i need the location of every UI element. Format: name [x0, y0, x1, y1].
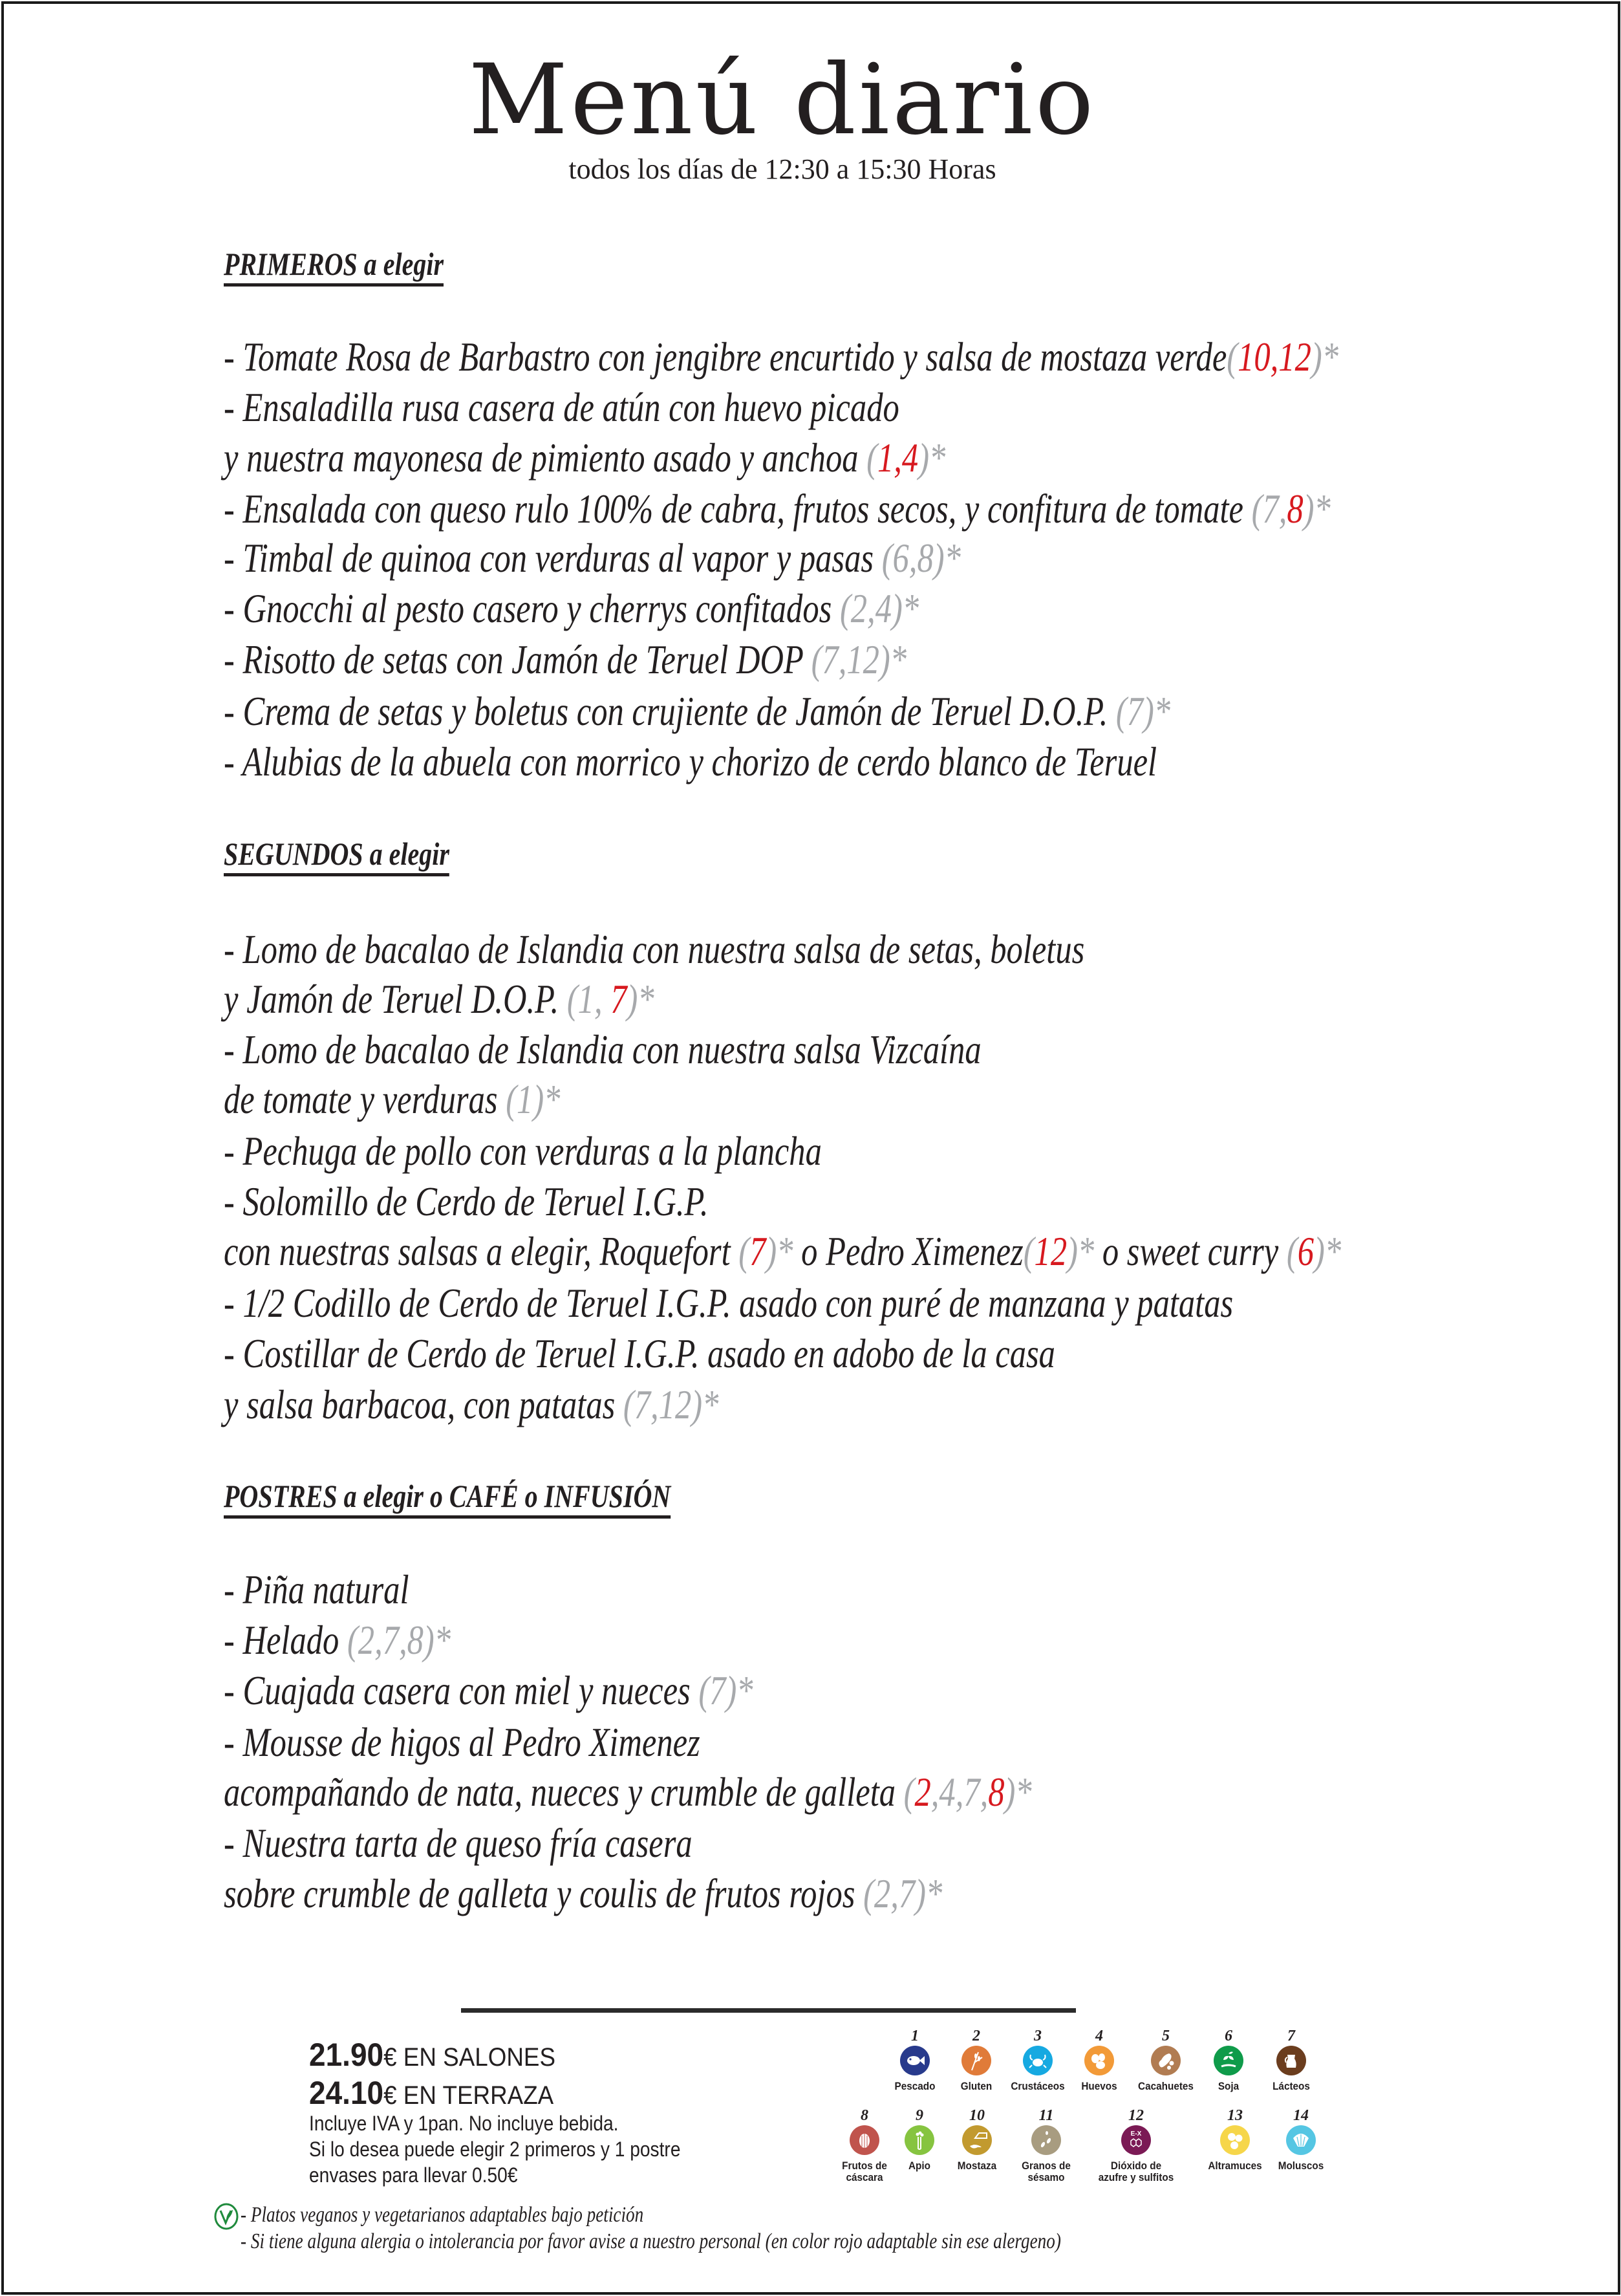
- allergen-codes: )*: [1311, 334, 1338, 380]
- allergen-item: [1259, 2107, 1343, 2172]
- dish-text: - Tomate Rosa de Barbastro con jengibre encurtido y salsa de mostaza verde: [224, 334, 1227, 380]
- allergen-codes: (2,7)*: [863, 1870, 943, 1916]
- menu-item-line: [224, 1127, 822, 1176]
- menu-item-line: [224, 1227, 1341, 1276]
- dish-text: con nuestras salsas a elegir, Roquefort: [224, 1228, 739, 1274]
- allergen-codes: (2,4)*: [839, 585, 919, 631]
- menu-item-line: [224, 1768, 1032, 1817]
- allergen-name: Altramuces: [1208, 2160, 1262, 2172]
- allergen-name: Moluscos: [1278, 2160, 1324, 2172]
- menu-item-line: [224, 687, 1170, 736]
- allergen-number: 10: [969, 2107, 985, 2124]
- allergen-name: Soja: [1218, 2080, 1240, 2092]
- menu-item-line: [224, 332, 1338, 382]
- peanut-icon: [1151, 2046, 1181, 2075]
- allergen-codes: )*: [627, 976, 654, 1022]
- allergen-name: Apio: [908, 2160, 931, 2172]
- allergen-codes: (1,: [566, 976, 611, 1022]
- allergen-number: 5: [1162, 2028, 1170, 2044]
- allergen-name: Crustáceos: [1011, 2080, 1065, 2092]
- dish-text: - Lomo de bacalao de Islandia con nuestra salsa Vizcaína: [224, 1026, 982, 1072]
- allergen-codes: (: [866, 435, 878, 481]
- dish-text: - Alubias de la abuela con morrico y chorizo de cerdo blanco de Teruel: [224, 739, 1157, 785]
- allergen-codes: (7,12)*: [811, 636, 907, 682]
- menu-item-line: [224, 1565, 409, 1614]
- dish-text: sobre crumble de galleta y coulis de frutos rojos: [224, 1870, 864, 1916]
- allergen-name: Frutos de cáscara: [842, 2160, 887, 2183]
- eggs-icon: [1084, 2046, 1114, 2075]
- menu-item-line: [224, 1616, 451, 1665]
- menu-item-line: [224, 1718, 700, 1767]
- menu-item-line: [224, 925, 1084, 974]
- allergen-codes: )*: [1004, 1769, 1032, 1815]
- page-title: Menú diario: [468, 44, 1097, 157]
- allergen-codes: 6: [1297, 1228, 1315, 1274]
- section-heading-primeros: PRIMEROS a elegir: [224, 244, 444, 287]
- allergen-codes: (7)*: [1115, 688, 1171, 734]
- price-separator: [461, 2008, 1076, 2013]
- price-note-takeaway: envases para llevar 0.50€: [309, 2163, 518, 2187]
- allergy-note: - Si tiene alguna alergia o intolerancia por favor avise a nuestro personal (en color rojo adaptable sin ese alergeno): [241, 2229, 1061, 2253]
- dish-text: - Cuajada casera con miel y nueces: [224, 1667, 699, 1713]
- menu-item-line: [224, 1666, 753, 1715]
- dish-text: - 1/2 Codillo de Cerdo de Teruel I.G.P. asado con puré de manzana y patatas: [224, 1280, 1234, 1326]
- allergen-number: 9: [916, 2107, 923, 2124]
- menu-item-line: [224, 975, 654, 1024]
- section-heading-segundos: SEGUNDOS a elegir: [224, 834, 449, 876]
- dish-text: - Mousse de higos al Pedro Ximenez: [224, 1719, 700, 1765]
- allergen-codes: 2: [914, 1769, 931, 1815]
- allergen-codes: (1)*: [506, 1076, 561, 1122]
- menu-item-line: [224, 534, 961, 583]
- allergen-item: [1249, 2028, 1333, 2092]
- allergen-number: 14: [1293, 2107, 1309, 2124]
- allergen-codes: 12: [1034, 1228, 1068, 1274]
- dish-text: o Pedro Ximenez: [793, 1228, 1024, 1274]
- milk-jug-icon: [1276, 2046, 1306, 2075]
- dish-text: y Jamón de Teruel D.O.P.: [224, 976, 567, 1022]
- mustard-icon: [962, 2125, 992, 2155]
- allergen-name: Gluten: [960, 2080, 993, 2092]
- allergen-name: Lácteos: [1272, 2080, 1310, 2092]
- allergen-item: [1094, 2107, 1178, 2183]
- celery-icon: [905, 2125, 934, 2155]
- allergen-name: Granos de sésamo: [1022, 2160, 1071, 2183]
- menu-item-line: [224, 1025, 982, 1074]
- allergen-codes: (: [903, 1769, 915, 1815]
- sesame-icon: [1031, 2125, 1061, 2155]
- price-terraza-value: 24.10: [309, 2075, 384, 2111]
- svg-text:E-X: E-X: [1130, 2130, 1142, 2138]
- allergen-codes: 1,4: [877, 435, 919, 481]
- price-salones-label: € EN SALONES: [383, 2043, 556, 2072]
- allergen-number: 8: [861, 2107, 868, 2124]
- menu-item-line: [224, 584, 919, 633]
- dish-text: y salsa barbacoa, con patatas: [224, 1381, 623, 1427]
- menu-item-line: [224, 1279, 1233, 1328]
- allergen-codes: ,4,7,: [930, 1769, 989, 1815]
- dish-text: acompañando de nata, nueces y crumble de galleta: [224, 1769, 904, 1815]
- menu-item-line: [224, 1177, 708, 1226]
- dish-text: - Ensalada con queso rulo 100% de cabra, frutos secos, y confitura de tomate: [224, 486, 1252, 532]
- menu-item-line: [224, 1869, 942, 1918]
- allergen-name: Huevos: [1081, 2080, 1117, 2092]
- fish-icon: [900, 2046, 930, 2075]
- menu-item-line: [224, 1075, 560, 1124]
- allergen-number: 13: [1227, 2107, 1243, 2124]
- dish-text: - Timbal de quinoa con verduras al vapor y pasas: [224, 535, 882, 581]
- allergen-codes: )*: [1067, 1228, 1095, 1274]
- sulfite-icon: [1121, 2125, 1151, 2155]
- allergen-codes: (: [1023, 1228, 1035, 1274]
- allergen-codes: (7,12)*: [623, 1381, 719, 1427]
- dish-text: y nuestra mayonesa de pimiento asado y anchoa: [224, 435, 867, 481]
- menu-item-line: [224, 484, 1331, 534]
- allergen-item: [1004, 2107, 1088, 2183]
- allergen-codes: (: [1286, 1228, 1298, 1274]
- nut-icon: [850, 2125, 879, 2155]
- allergen-name: Pescado: [894, 2080, 936, 2092]
- dish-text: - Crema de setas y boletus con crujiente de Jamón de Teruel D.O.P.: [224, 688, 1116, 734]
- allergen-codes: )*: [1303, 486, 1331, 532]
- dish-text: - Ensaladilla rusa casera de atún con huevo picado: [224, 384, 899, 430]
- menu-item-line: [224, 737, 1157, 786]
- allergen-number: 12: [1128, 2107, 1144, 2124]
- allergen-number: 2: [972, 2028, 980, 2044]
- allergen-number: 3: [1034, 2028, 1042, 2044]
- dish-text: - Risotto de setas con Jamón de Teruel DOP: [224, 636, 811, 682]
- price-terraza: [309, 2074, 553, 2112]
- allergen-codes: )*: [766, 1228, 793, 1274]
- dish-text: de tomate y verduras: [224, 1076, 506, 1122]
- allergen-codes: 7: [610, 976, 627, 1022]
- allergen-number: 6: [1225, 2028, 1232, 2044]
- dish-text: o sweet curry: [1094, 1228, 1287, 1274]
- price-terraza-label: € EN TERRAZA: [383, 2081, 554, 2110]
- allergen-codes: (6,8)*: [881, 535, 961, 581]
- dish-text: - Pechuga de pollo con verduras a la plancha: [224, 1128, 822, 1174]
- dish-text: - Helado: [224, 1617, 347, 1663]
- dish-text: - Costillar de Cerdo de Teruel I.G.P. asado en adobo de la casa: [224, 1330, 1055, 1376]
- wheat-icon: [961, 2046, 991, 2075]
- menu-item-line: [224, 1819, 692, 1868]
- dish-text: - Nuestra tarta de queso fría casera: [224, 1820, 692, 1866]
- menu-item-line: [224, 1329, 1055, 1378]
- allergen-number: 4: [1095, 2028, 1103, 2044]
- soy-icon: [1214, 2046, 1243, 2075]
- vegan-leaf-icon: [213, 2202, 239, 2231]
- allergen-codes: 10,12: [1238, 334, 1311, 380]
- dish-text: - Solomillo de Cerdo de Teruel I.G.P.: [224, 1178, 709, 1224]
- menu-item-line: [224, 433, 945, 482]
- allergen-codes: 8: [1287, 486, 1304, 532]
- lupin-icon: [1220, 2125, 1250, 2155]
- allergen-number: 7: [1287, 2028, 1295, 2044]
- crab-icon: [1023, 2046, 1053, 2075]
- dish-text: - Gnocchi al pesto casero y cherrys confitados: [224, 585, 840, 631]
- allergen-codes: (: [1227, 334, 1238, 380]
- menu-item-line: [224, 383, 899, 432]
- dish-text: - Lomo de bacalao de Islandia con nuestra salsa de setas, boletus: [224, 926, 1085, 972]
- allergen-number: 1: [911, 2028, 919, 2044]
- menu-item-line: [224, 1380, 718, 1429]
- allergen-codes: )*: [918, 435, 946, 481]
- allergen-name: Dióxido de azufre y sulfitos: [1098, 2160, 1174, 2183]
- price-note-includes: Incluye IVA y 1pan. No incluye bebida.: [309, 2112, 619, 2135]
- allergen-codes: )*: [1314, 1228, 1342, 1274]
- allergen-codes: (7,: [1251, 486, 1287, 532]
- price-salones: [309, 2036, 555, 2074]
- price-note-choice: Si lo desea puede elegir 2 primeros y 1 postre: [309, 2138, 681, 2161]
- allergen-codes: (: [738, 1228, 750, 1274]
- allergen-codes: 8: [988, 1769, 1005, 1815]
- allergen-codes: (7)*: [698, 1667, 753, 1713]
- vegan-note: - Platos veganos y vegetarianos adaptables bajo petición: [241, 2203, 644, 2227]
- allergen-name: Cacahuetes: [1138, 2080, 1194, 2092]
- section-heading-postres: POSTRES a elegir o CAFÉ o INFUSIÓN: [224, 1477, 671, 1519]
- menu-item-line: [224, 635, 907, 684]
- allergen-name: Mostaza: [957, 2160, 997, 2172]
- price-salones-value: 21.90: [309, 2037, 384, 2073]
- dish-text: - Piña natural: [224, 1566, 409, 1612]
- allergen-codes: 7: [749, 1228, 766, 1274]
- allergen-number: 11: [1038, 2107, 1054, 2124]
- schedule-subtitle: todos los días de 12:30 a 15:30 Horas: [568, 153, 996, 185]
- shell-icon: [1286, 2125, 1316, 2155]
- allergen-codes: (2,7,8)*: [347, 1617, 451, 1663]
